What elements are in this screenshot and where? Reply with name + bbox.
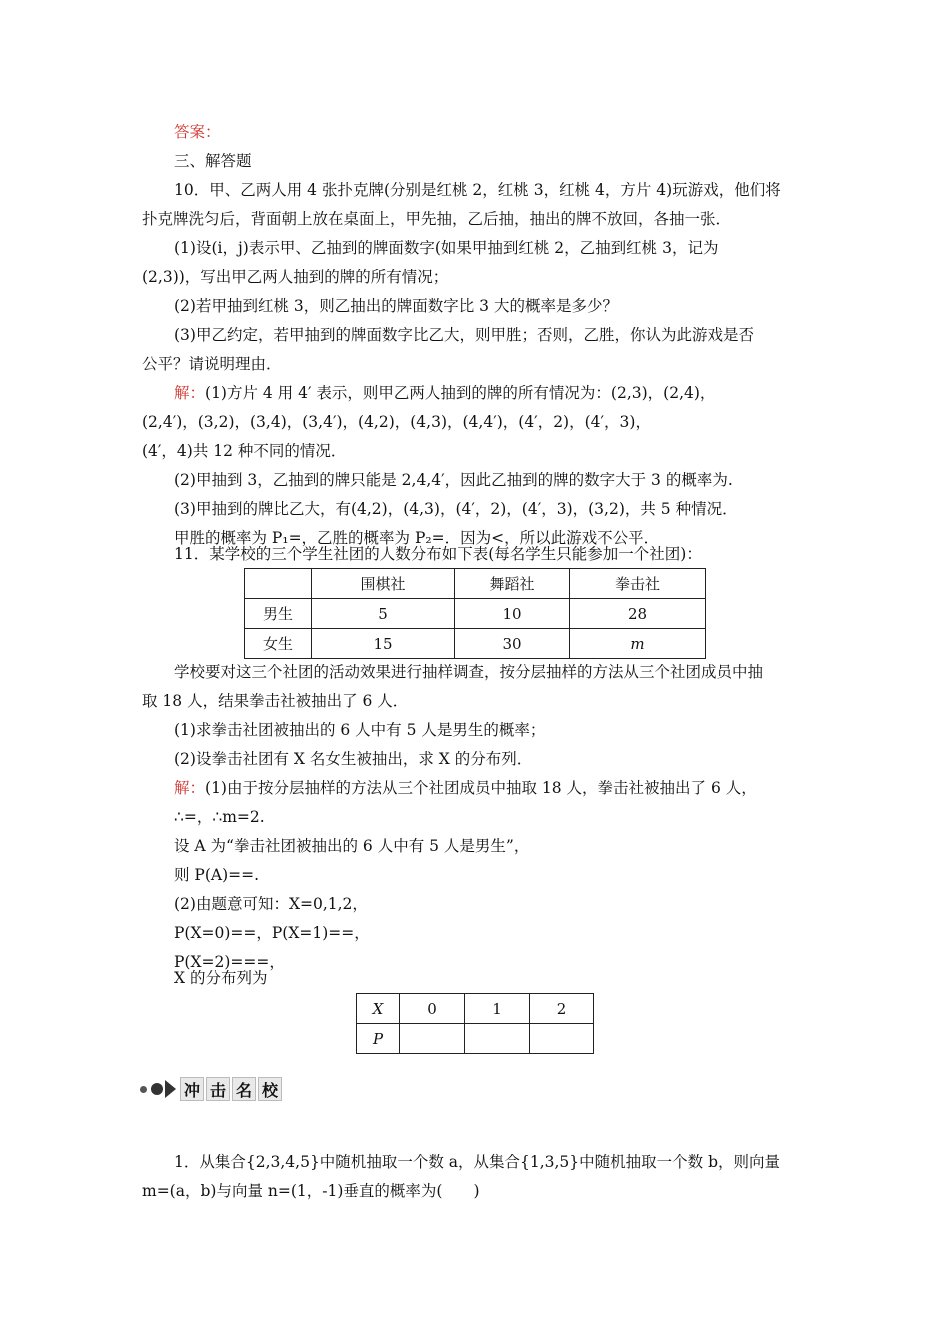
sol10-line-6: 甲胜的概率为 P₁=，乙胜的概率为 P₂=．因为<，所以此游戏不公平． bbox=[174, 529, 660, 547]
table-cell: 1 bbox=[465, 994, 530, 1024]
sol11-line-4: 则 P(A)==. bbox=[174, 866, 260, 884]
table-row bbox=[357, 1024, 594, 1054]
sol11-line-8: X 的分布列为 bbox=[174, 969, 268, 987]
q11-intro: 11．某学校的三个学生社团的人数分布如下表(每名学生只能参加一个社团)： bbox=[174, 545, 702, 563]
distribution-table bbox=[356, 993, 594, 1054]
sol11-line-1 bbox=[174, 778, 757, 798]
table-cell: X bbox=[357, 994, 400, 1024]
q10-line-2: 扑克牌洗匀后，背面朝上放在桌面上，甲先抽，乙后抽，抽出的牌不放回，各抽一张． bbox=[142, 210, 732, 228]
sol11-line-5: (2)由题意可知：X=0,1,2， bbox=[174, 895, 368, 913]
large-dot-icon bbox=[151, 1083, 163, 1095]
banner-char: 名 bbox=[232, 1077, 256, 1101]
table-cell: 5 bbox=[312, 599, 455, 629]
table-cell: 男生 bbox=[245, 599, 312, 629]
q1-line-1: 1．从集合{2,3,4,5}中随机抽取一个数 a，从集合{1,3,5}中随机抽取一个数 b，则向量 bbox=[174, 1153, 780, 1171]
table-cell: 拳击社 bbox=[570, 569, 706, 599]
q10-part1-a: (1)设(i，j)表示甲、乙抽到的牌面数字(如果甲抽到红桃 2，乙抽到红桃 3，记为 bbox=[174, 239, 719, 257]
banner-char: 击 bbox=[206, 1077, 230, 1101]
table-cell: 28 bbox=[570, 599, 706, 629]
answer-label: 答案： bbox=[174, 123, 221, 141]
table-cell bbox=[400, 1024, 465, 1054]
banner-char: 冲 bbox=[180, 1077, 204, 1101]
table-cell: 围棋社 bbox=[312, 569, 455, 599]
table-cell: 10 bbox=[455, 599, 570, 629]
table-row bbox=[245, 629, 706, 659]
table-header-row bbox=[245, 569, 706, 599]
table-cell bbox=[465, 1024, 530, 1054]
q10-part2: (2)若甲抽到红桃 3，则乙抽出的牌面数字比 3 大的概率是多少？ bbox=[174, 297, 618, 315]
table-cell bbox=[245, 569, 312, 599]
small-dot-icon bbox=[140, 1086, 147, 1093]
table-cell bbox=[530, 1024, 594, 1054]
sol11-line-3: 设 A 为“拳击社团被抽出的 6 人中有 5 人是男生”， bbox=[174, 837, 530, 855]
solution-label: 解： bbox=[174, 384, 206, 402]
arrow-icon bbox=[165, 1080, 176, 1098]
table-cell: 舞蹈社 bbox=[455, 569, 570, 599]
table-cell: 30 bbox=[455, 629, 570, 659]
q1-line-2: m=(a，b)与向量 n=(1，-1)垂直的概率为( ) bbox=[142, 1182, 480, 1200]
table-cell: 2 bbox=[530, 994, 594, 1024]
sol10-line-1 bbox=[174, 383, 715, 403]
section-title: 三、解答题 bbox=[174, 152, 252, 170]
sol11-line-7: P(X=2)===， bbox=[174, 953, 285, 971]
sol10-line-2: (2,4′)，(3,2)，(3,4)，(3,4′)，(4,2)，(4,3)，(4,4′)，(4′，2)，(4′，3)， bbox=[142, 413, 651, 431]
sol10-line-4: (2)甲抽到 3，乙抽到的牌只能是 2,4,4′，因此乙抽到的牌的数字大于 3 的概率为. bbox=[174, 471, 733, 489]
q10-part1-b: (2,3))，写出甲乙两人抽到的牌的所有情况； bbox=[142, 268, 449, 286]
q11-part1: (1)求拳击社团被抽出的 6 人中有 5 人是男生的概率； bbox=[174, 721, 546, 739]
table-cell: P bbox=[357, 1024, 400, 1054]
sol11-line-6: P(X=0)==，P(X=1)==， bbox=[174, 924, 370, 942]
table-cell: m bbox=[570, 629, 706, 659]
club-table bbox=[244, 568, 706, 659]
table-row bbox=[245, 599, 706, 629]
section-banner bbox=[140, 1077, 284, 1101]
q11-part2: (2)设拳击社团有 X 名女生被抽出，求 X 的分布列． bbox=[174, 750, 533, 768]
solution-label: 解： bbox=[174, 779, 206, 797]
sol11-text-1: (1)由于按分层抽样的方法从三个社团成员中抽取 18 人，拳击社被抽出了 6 人， bbox=[205, 779, 757, 797]
q10-part3-b: 公平？请说明理由． bbox=[142, 355, 282, 373]
sol10-text-1: (1)方片 4 用 4′ 表示，则甲乙两人抽到的牌的所有情况为：(2,3)，(2,4)， bbox=[205, 384, 716, 402]
sol11-line-2: ∴=，∴m=2. bbox=[174, 808, 265, 826]
table-cell: 0 bbox=[400, 994, 465, 1024]
q11-line-2: 取 18 人，结果拳击社被抽出了 6 人． bbox=[142, 692, 409, 710]
table-cell: 女生 bbox=[245, 629, 312, 659]
q11-line-1: 学校要对这三个社团的活动效果进行抽样调查，按分层抽样的方法从三个社团成员中抽 bbox=[174, 663, 764, 681]
sol10-line-3: (4′，4)共 12 种不同的情况． bbox=[142, 442, 347, 460]
banner-char: 校 bbox=[258, 1077, 282, 1101]
sol10-line-5: (3)甲抽到的牌比乙大，有(4,2)，(4,3)，(4′，2)，(4′，3)，(3,2)，共 5 种情况． bbox=[174, 500, 738, 518]
table-header-row bbox=[357, 994, 594, 1024]
q10-part3-a: (3)甲乙约定，若甲抽到的牌面数字比乙大，则甲胜；否则，乙胜，你认为此游戏是否 bbox=[174, 326, 754, 344]
table-cell: 15 bbox=[312, 629, 455, 659]
q10-line-1: 10．甲、乙两人用 4 张扑克牌(分别是红桃 2，红桃 3，红桃 4，方片 4)玩游戏，他们将 bbox=[174, 181, 781, 199]
